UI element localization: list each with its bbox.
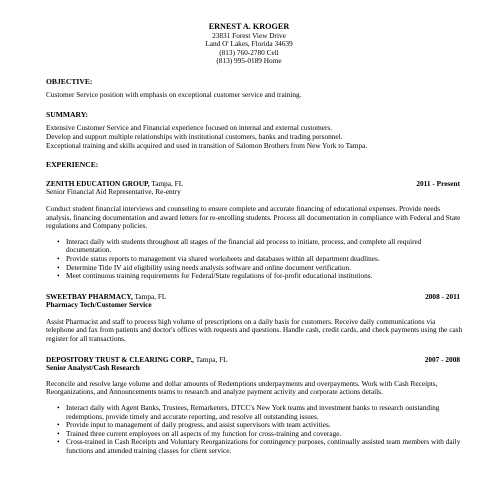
experience-heading: EXPERIENCE: [46,160,99,170]
bullet-item: • Interact daily with students throughout all stages of the financial aid process to initiate, process, and complete all required documentation. [66,238,464,255]
job-description: Reconcile and resolve large volume and dollar amounts of Redemptions underpayments and overpayments. Work with Cash Receipts, Reorganizations, and Announcements teams to research and analyze payment activity and corporate actions details. [46,378,438,397]
job-dates: 2007 - 2008 [424,354,460,364]
job-description: Assist Pharmacist and staff to process high volume of prescriptions on a daily basis for customers. Receive daily communications via telephone and fax from patients and doctor's offices with requests and questions. Handle cash, credit cards, and check payments using the cash register for all transactions. [46,316,463,344]
job-dates: 2008 - 2011 [425,291,460,301]
job-role: Pharmacy Tech/Customer Service [46,300,152,310]
bullet-item: • Provide input to management of daily progress, and assist supervisors with team activities. [66,421,464,430]
job-role: Senior Financial Aid Representative, Re-entry [46,187,181,197]
company-location: Tampa, FL [132,291,167,301]
bullet-item: • Provide status reports to management via shared worksheets and databases within all department deadlines. [66,255,464,264]
objective-text: Customer Service position with emphasis on exceptional customer service and training. [46,90,302,100]
job-bullets [46,238,464,281]
summary-heading: SUMMARY: [46,109,89,119]
company-name: ZENITH EDUCATION GROUP, [46,178,150,188]
job-description: Conduct student financial interviews and counseling to ensure complete and accurate financing of educational expenses. Provide needs analysis, financing documentation and award letters for re-enrolling students. Process all documentation in compliance with Federal and State regulations and Company policies. [46,203,461,231]
job-bullets [46,404,464,456]
address-line: 23831 Forest View Drive [212,30,286,40]
resume-page [46,22,464,456]
objective-heading: OBJECTIVE: [46,76,93,86]
company-location: Tampa, FL [149,178,184,188]
company-name: SWEETBAY PHARMACY, [46,291,133,301]
bullet-item: • Interact daily with Agent Banks, Trustees, Remarketers, DTCC's New York teams and investment banks to research outstanding redemptions, provide timely and accurate reporting, and resolve all outstanding issues. [66,404,464,421]
company-location: Tampa, FL [194,354,228,364]
company-name: DEPOSITORY TRUST & CLEARING CORP., [46,354,195,364]
bullet-item: • Cross-trained in Cash Receipts and Voluntary Reorganizations for contingency purposes, continually assisted team members with daily functions and attended training classes for client service. [66,438,464,455]
summary-line: Develop and support multiple relationships with institutional customers, banks and trading personnel. [46,131,343,141]
summary-line: Exceptional training and skills acquired and used in transition of Salomon Brothers from New York to Tampa. [46,140,368,150]
cell-phone: (813) 760-2780 Cell [219,47,279,57]
summary-line: Extensive Customer Service and Financial experience focused on internal and external customers. [46,123,333,133]
bullet-item: • Meet continuous training requirements for Federal/State regulations of for-profit educational institutions. [66,272,464,281]
candidate-name: ERNEST A. KROGER [208,22,290,31]
bullet-item: • Determine Title IV aid eligibility using needs analysis software and online document verification. [66,264,464,273]
job-role: Senior Analyst/Cash Research [46,363,140,373]
home-phone: (813) 995-0189 Home [216,56,282,66]
bullet-item: • Trained three current employees on all aspects of my function for cross-training and coverage. [66,430,464,439]
job-dates: 2011 - Present [416,178,460,188]
city-line: Land O' Lakes, Florida 34639 [205,39,293,49]
resume-header [34,22,464,66]
